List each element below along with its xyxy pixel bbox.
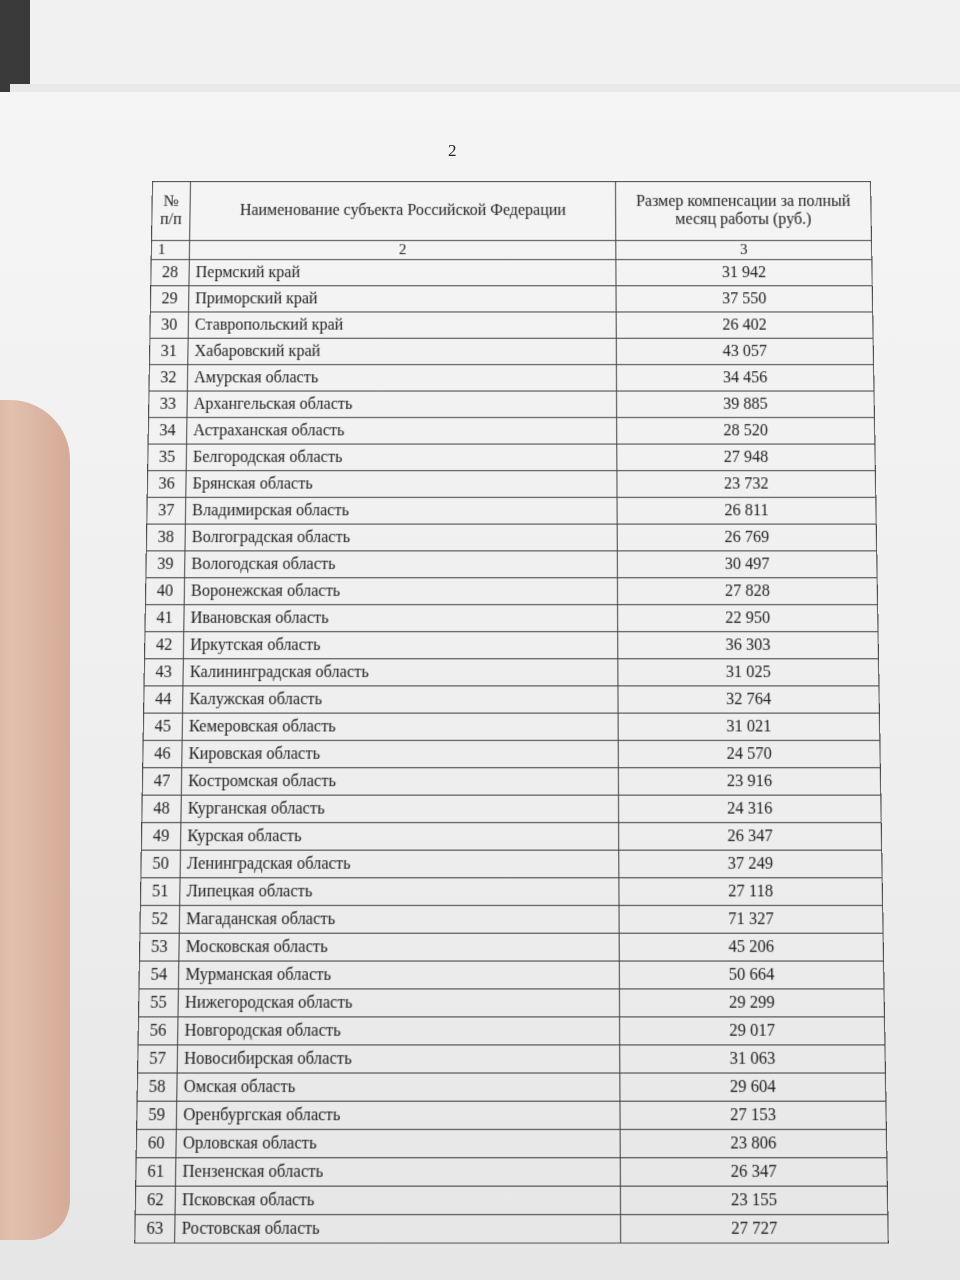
region-name: Московская область xyxy=(179,933,619,961)
region-name: Ивановская область xyxy=(184,605,618,632)
region-name: Воронежская область xyxy=(184,578,617,605)
region-name: Курганская область xyxy=(181,795,619,822)
row-number: 39 xyxy=(146,551,185,578)
column-index-1: 1 xyxy=(151,241,189,260)
row-number: 49 xyxy=(141,823,181,851)
compensation-value: 26 347 xyxy=(619,823,882,851)
region-name: Псковская область xyxy=(175,1186,620,1214)
compensation-value: 43 057 xyxy=(616,338,873,364)
row-number: 48 xyxy=(142,795,182,822)
region-name: Владимирская область xyxy=(185,497,617,524)
table-row xyxy=(143,740,881,767)
compensation-value: 26 811 xyxy=(617,497,876,524)
table-row xyxy=(139,989,885,1017)
compensation-value: 37 550 xyxy=(616,286,873,312)
row-number: 61 xyxy=(136,1158,176,1186)
table-row xyxy=(141,850,882,878)
region-name: Ленинградская область xyxy=(180,850,619,878)
table-row xyxy=(144,659,879,686)
row-number: 30 xyxy=(150,312,189,338)
table-row xyxy=(149,365,874,391)
region-name: Вологодская область xyxy=(185,551,618,578)
row-number: 28 xyxy=(151,260,190,286)
region-name: Брянская область xyxy=(186,471,617,498)
row-number: 53 xyxy=(139,933,179,961)
table-row xyxy=(137,1073,886,1101)
compensation-value: 24 316 xyxy=(618,795,881,822)
compensation-value: 24 570 xyxy=(618,740,880,767)
table-row xyxy=(136,1158,888,1186)
row-number: 43 xyxy=(144,659,183,686)
column-index-3: 3 xyxy=(616,241,872,260)
compensation-value: 50 664 xyxy=(619,961,884,989)
page-number: 2 xyxy=(448,141,457,160)
region-name: Омская область xyxy=(177,1073,620,1101)
row-number: 47 xyxy=(142,768,181,795)
region-name: Калужская область xyxy=(183,686,619,713)
row-number: 52 xyxy=(140,905,180,933)
table-row xyxy=(140,905,883,933)
compensation-value: 31 942 xyxy=(616,260,872,286)
table-row xyxy=(142,795,881,822)
region-name: Иркутская область xyxy=(183,632,617,659)
compensation-value: 32 764 xyxy=(618,686,879,713)
compensation-value: 39 885 xyxy=(617,391,875,417)
compensation-value: 37 249 xyxy=(619,850,882,878)
compensation-value: 34 456 xyxy=(616,365,874,391)
table-row xyxy=(145,632,879,659)
table-row xyxy=(148,444,876,471)
column-index-row xyxy=(151,241,872,260)
compensation-value: 27 153 xyxy=(620,1101,886,1129)
row-number: 31 xyxy=(149,338,188,364)
compensation-value: 28 520 xyxy=(617,418,875,445)
compensation-value: 31 025 xyxy=(618,659,879,686)
table-row xyxy=(141,823,881,851)
compensation-value: 31 063 xyxy=(620,1045,886,1073)
region-name: Новгородская область xyxy=(178,1017,620,1045)
region-name: Калининградская область xyxy=(183,659,618,686)
row-number: 36 xyxy=(147,471,186,498)
header-name: Наименование субъекта Российской Федерации xyxy=(190,181,616,240)
table-row xyxy=(145,578,877,605)
row-number: 35 xyxy=(148,444,187,471)
row-number: 54 xyxy=(139,961,179,989)
column-index-2: 2 xyxy=(189,241,616,260)
compensation-value: 27 828 xyxy=(617,578,877,605)
region-name: Кировская область xyxy=(182,740,619,767)
table-row xyxy=(139,933,883,961)
compensation-value: 26 402 xyxy=(616,312,873,338)
row-number: 44 xyxy=(144,686,183,713)
row-number: 33 xyxy=(149,391,188,417)
table-row xyxy=(146,551,877,578)
region-name: Оренбургская область xyxy=(176,1101,620,1129)
row-number: 51 xyxy=(140,878,180,906)
compensation-value: 26 347 xyxy=(620,1158,887,1186)
region-name: Пермский край xyxy=(189,260,616,286)
compensation-value: 23 916 xyxy=(618,768,880,795)
table-row xyxy=(138,1045,886,1073)
header-num: № п/п xyxy=(152,181,191,240)
region-name: Белгородская область xyxy=(186,444,617,471)
row-number: 34 xyxy=(148,418,187,445)
region-name: Волгоградская область xyxy=(185,524,617,551)
table-row xyxy=(138,1017,885,1045)
table-row xyxy=(151,260,873,286)
region-name: Пензенская область xyxy=(175,1158,620,1186)
table-row xyxy=(140,878,882,906)
region-name: Курская область xyxy=(180,823,618,851)
compensation-value: 22 950 xyxy=(618,605,878,632)
table-row xyxy=(149,338,873,364)
row-number: 57 xyxy=(138,1045,178,1073)
row-number: 55 xyxy=(139,989,179,1017)
table-row xyxy=(144,686,880,713)
row-number: 37 xyxy=(147,497,186,524)
row-number: 58 xyxy=(137,1073,177,1101)
row-number: 56 xyxy=(138,1017,178,1045)
compensation-value: 36 303 xyxy=(618,632,879,659)
row-number: 50 xyxy=(141,850,181,878)
row-number: 59 xyxy=(137,1101,177,1129)
compensation-value: 23 806 xyxy=(620,1129,887,1157)
table-row xyxy=(150,286,872,312)
compensation-value: 23 732 xyxy=(617,471,876,498)
row-number: 41 xyxy=(145,605,184,632)
table-header-row xyxy=(152,181,872,240)
region-name: Орловская область xyxy=(176,1129,620,1157)
table-row xyxy=(136,1129,887,1157)
region-name: Приморский край xyxy=(189,286,617,312)
table-row xyxy=(145,605,878,632)
compensation-value: 31 021 xyxy=(618,713,880,740)
compensation-value: 45 206 xyxy=(619,933,883,961)
compensation-value: 26 769 xyxy=(617,524,877,551)
region-name: Новосибирская область xyxy=(177,1045,620,1073)
table-row xyxy=(150,312,873,338)
region-name: Кемеровская область xyxy=(182,713,618,740)
row-number: 63 xyxy=(135,1215,175,1244)
compensation-table xyxy=(134,181,889,1244)
region-name: Магаданская область xyxy=(179,905,619,933)
table-row xyxy=(149,391,875,417)
compensation-value: 23 155 xyxy=(620,1186,887,1214)
table-row xyxy=(135,1215,889,1244)
row-number: 38 xyxy=(146,524,185,551)
compensation-value: 29 299 xyxy=(619,989,884,1017)
compensation-value: 29 604 xyxy=(620,1073,886,1101)
compensation-value: 27 727 xyxy=(621,1215,889,1244)
compensation-value: 29 017 xyxy=(620,1017,885,1045)
header-value: Размер компенсации за полный месяц работы (руб.) xyxy=(616,181,872,240)
compensation-value: 30 497 xyxy=(617,551,877,578)
region-name: Костромская область xyxy=(181,768,618,795)
compensation-value: 27 948 xyxy=(617,444,876,471)
region-name: Нижегородская область xyxy=(178,989,620,1017)
row-number: 45 xyxy=(143,713,182,740)
row-number: 60 xyxy=(136,1129,176,1157)
table-row xyxy=(142,768,881,795)
compensation-value: 27 118 xyxy=(619,878,883,906)
row-number: 29 xyxy=(150,286,189,312)
compensation-value: 71 327 xyxy=(619,905,883,933)
region-name: Мурманская область xyxy=(178,961,619,989)
region-name: Хабаровский край xyxy=(188,338,617,364)
holding-thumb xyxy=(0,400,70,1240)
table-row xyxy=(148,418,875,445)
table-row xyxy=(135,1186,888,1214)
row-number: 40 xyxy=(145,578,184,605)
table-row xyxy=(147,471,876,498)
region-name: Ставропольский край xyxy=(188,312,616,338)
region-name: Ростовская область xyxy=(175,1215,621,1244)
region-name: Амурская область xyxy=(187,365,616,391)
row-number: 62 xyxy=(135,1186,175,1214)
region-name: Астраханская область xyxy=(187,418,617,445)
table-row xyxy=(137,1101,887,1129)
table-row xyxy=(139,961,884,989)
region-name: Липецкая область xyxy=(180,878,619,906)
row-number: 42 xyxy=(145,632,184,659)
table-row xyxy=(146,524,876,551)
row-number: 46 xyxy=(143,740,182,767)
row-number: 32 xyxy=(149,365,188,391)
table-row xyxy=(143,713,880,740)
region-name: Архангельская область xyxy=(187,391,617,417)
table-row xyxy=(147,497,876,524)
